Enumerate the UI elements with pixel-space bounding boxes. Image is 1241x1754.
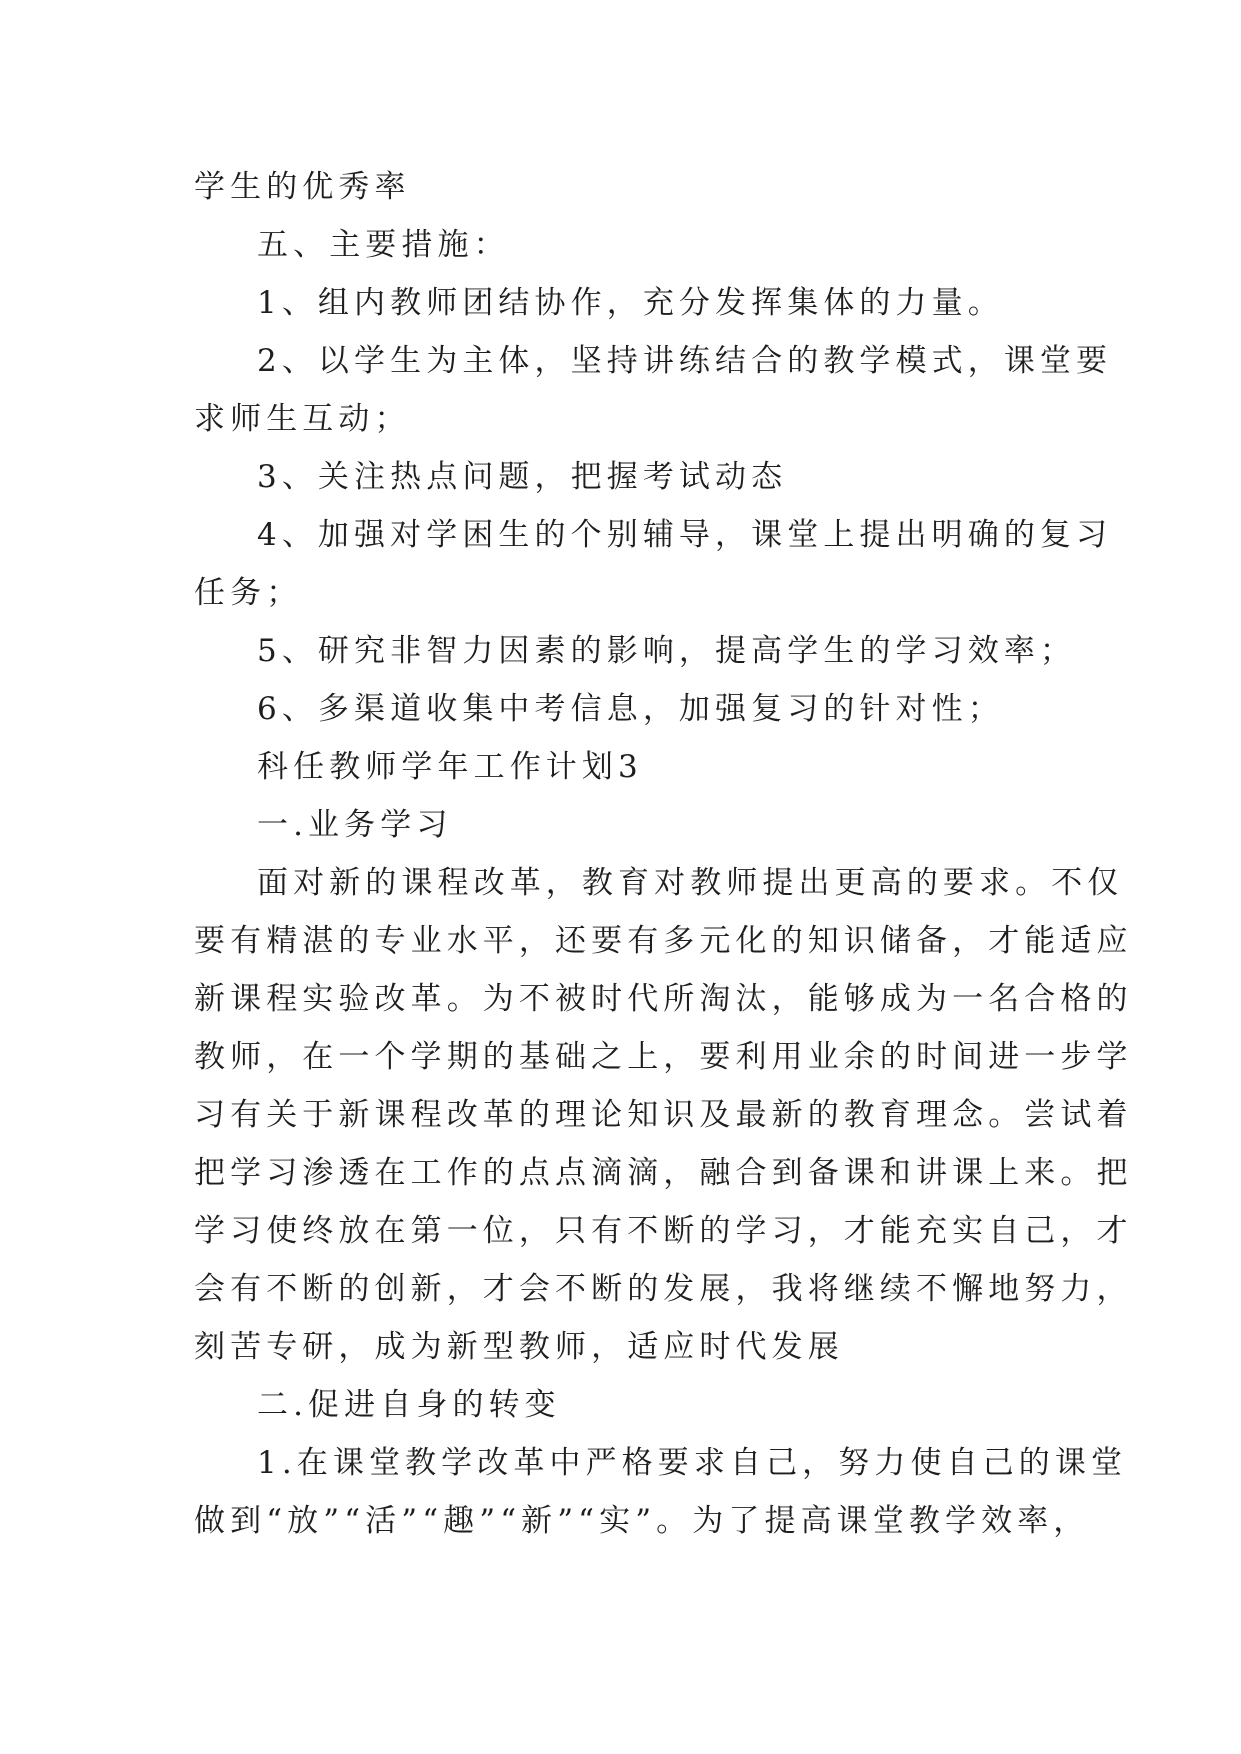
text-line: 学生的优秀率 xyxy=(194,169,411,205)
text-line: 任务； xyxy=(194,575,303,611)
list-item: 4、加强对学困生的个别辅导，课堂上提出明确的复习 xyxy=(257,517,1113,553)
paragraph-line: 面对新的课程改革，教育对教师提出更高的要求。不仅 xyxy=(257,865,1124,901)
paragraph-line: 1.在课堂教学改革中严格要求自己，努力使自己的课堂 xyxy=(257,1445,1128,1481)
document-title: 科任教师学年工作计划3 xyxy=(257,749,643,785)
paragraph-line: 新课程实验改革。为不被时代所淘汰，能够成为一名合格的 xyxy=(194,981,1133,1017)
section-heading: 一.业务学习 xyxy=(257,807,453,843)
list-item: 2、以学生为主体，坚持讲练结合的教学模式，课堂要 xyxy=(257,343,1113,379)
list-item: 5、研究非智力因素的影响，提高学生的学习效率； xyxy=(257,633,1077,669)
paragraph-line: 要有精湛的专业水平，还要有多元化的知识储备，才能适应 xyxy=(194,923,1133,959)
paragraph-line: 教师，在一个学期的基础之上，要利用业余的时间进一步学 xyxy=(194,1039,1133,1075)
list-item: 3、关注热点问题，把握考试动态 xyxy=(257,459,788,495)
paragraph-line: 做到“放”“活”“趣”“新”“实”。为了提高课堂教学效率， xyxy=(194,1503,1090,1539)
paragraph-line: 刻苦专研，成为新型教师，适应时代发展 xyxy=(194,1329,844,1365)
paragraph-line: 会有不断的创新，才会不断的发展，我将继续不懈地努力， xyxy=(194,1271,1133,1307)
section-heading: 五、主要措施： xyxy=(257,227,510,263)
paragraph-line: 把学习渗透在工作的点点滴滴，融合到备课和讲课上来。把 xyxy=(194,1155,1133,1191)
list-item: 6、多渠道收集中考信息，加强复习的针对性； xyxy=(257,691,1004,727)
paragraph-line: 学习使终放在第一位，只有不断的学习，才能充实自己，才 xyxy=(194,1213,1133,1249)
section-heading: 二.促进自身的转变 xyxy=(257,1387,561,1423)
text-line: 求师生互动； xyxy=(194,401,411,437)
paragraph-line: 习有关于新课程改革的理论知识及最新的教育理念。尝试着 xyxy=(194,1097,1133,1133)
list-item: 1、组内教师团结协作，充分发挥集体的力量。 xyxy=(257,285,1004,321)
